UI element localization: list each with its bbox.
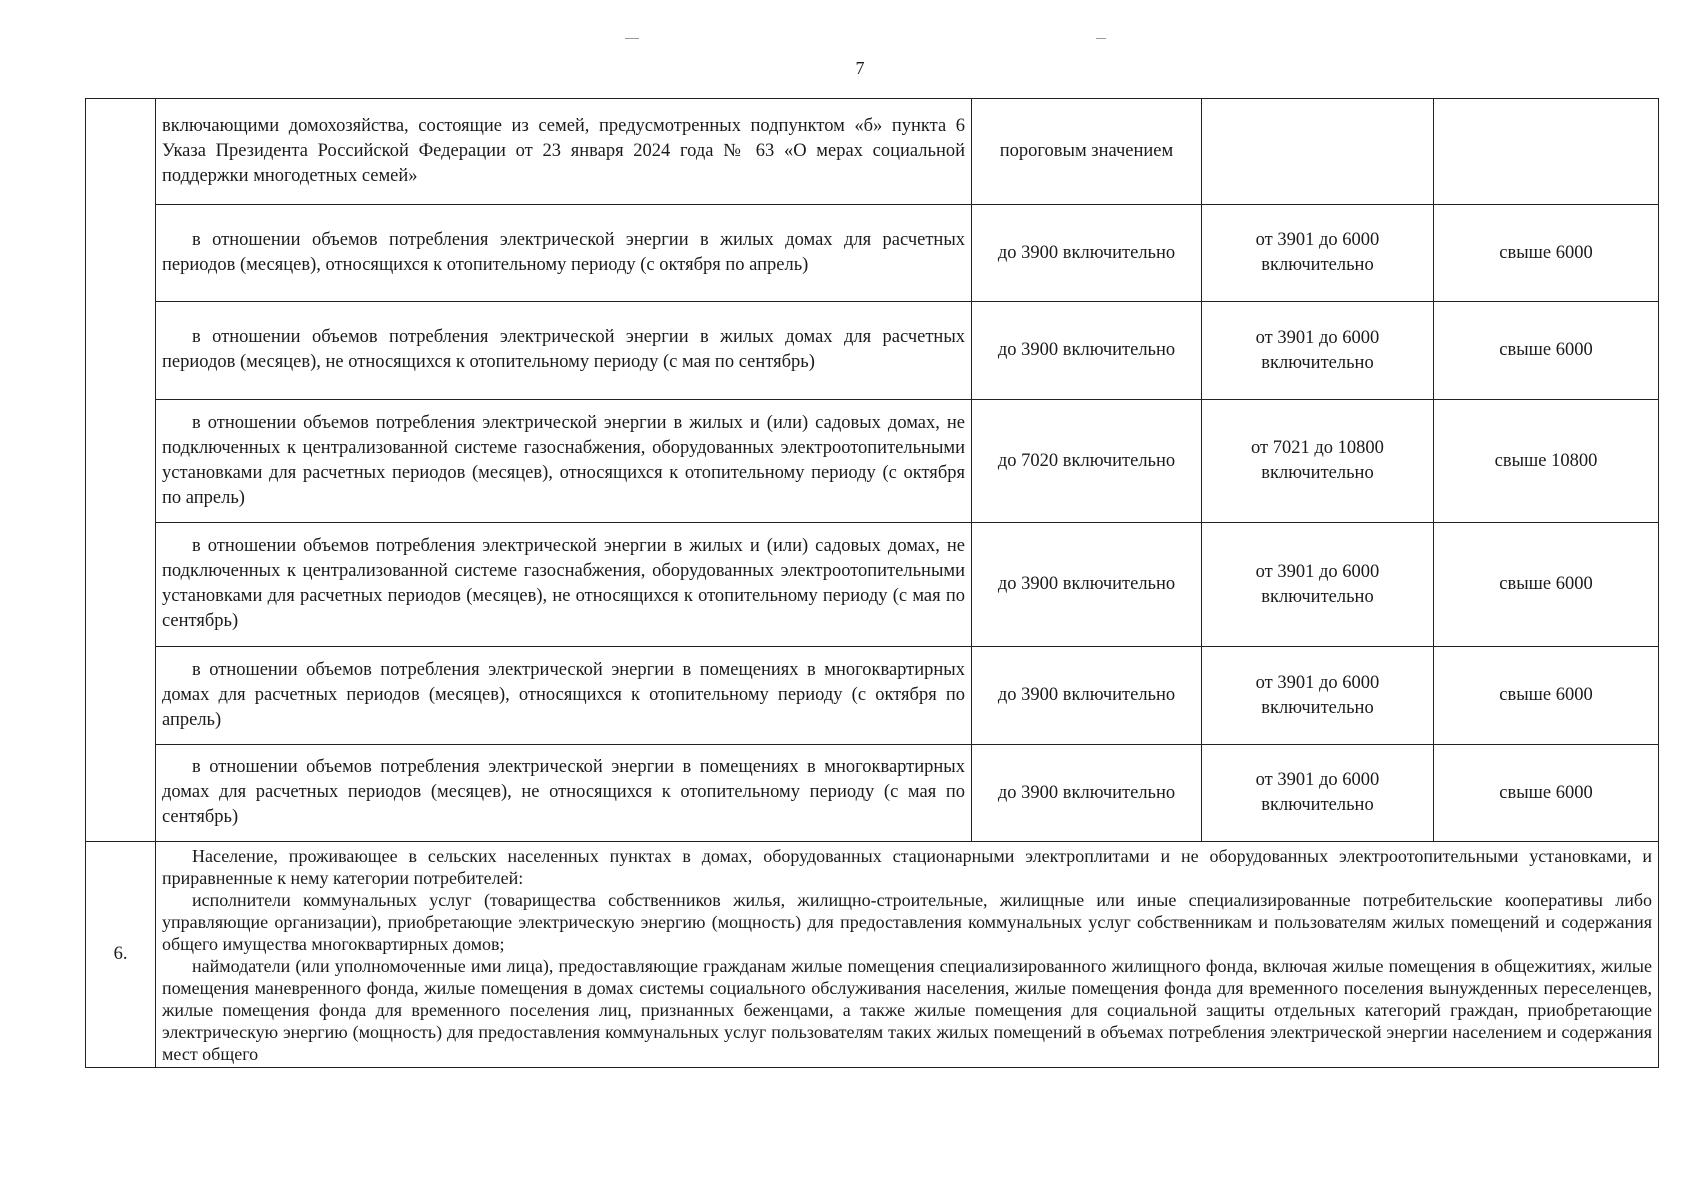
description-cell xyxy=(156,745,972,842)
range-cell xyxy=(1202,745,1434,842)
range-value: от 3901 до 6000 включительно xyxy=(1255,672,1380,718)
scan-artifact-right xyxy=(1096,38,1106,39)
table-row-6 xyxy=(86,842,1659,1068)
description-text: в отношении объемов потребления электрической энергии в жилых домах для расчетных периодов (месяцев), относящихся к отопительному периоду (с октября по апрель) xyxy=(162,229,965,275)
range-cell xyxy=(972,99,1202,205)
range-value: от 3901 до 6000 включительно xyxy=(1255,327,1380,373)
description-cell xyxy=(156,99,972,205)
description-text: в отношении объемов потребления электрической энергии в жилых и (или) садовых домах, не подключенных к централизованной системе газоснабжения, оборудованных электроотопительными установками для расчетных периодов (месяцев), относящихся к отопительному периоду (с октября по апрель) xyxy=(162,412,965,508)
range-cell xyxy=(1434,523,1659,647)
range-cell xyxy=(972,205,1202,302)
category-paragraph: наймодатели (или уполномоченные ими лица), предоставляющие гражданам жилые помещения специализированного жилищного фонда, включая жилые помещения в общежитиях, жилые помещения маневренного фонда, жилые помещения в домах системы социального обслуживания населения, жилые помещения фонда для временного поселения вынужденных переселенцев, жилые помещения фонда для временного поселения лиц, признанных беженцами, а также жилые помещения для социальной защиты отдельных категорий граждан, приобретающие электрическую энергию (мощность) для предоставления коммунальных услуг пользователям таких жилых помещений в объемах потребления электрической энергии населением и содержания мест общего xyxy=(162,956,1652,1064)
description-text: в отношении объемов потребления электрической энергии в жилых и (или) садовых домах, не подключенных к централизованной системе газоснабжения, оборудованных электроотопительными установками для расчетных периодов (месяцев), не относящихся к отопительному периоду (с мая по сентябрь) xyxy=(162,536,965,631)
range-cell xyxy=(1202,99,1434,205)
range-value: до 3900 включительно xyxy=(997,782,1176,803)
category-description xyxy=(156,842,1658,1067)
range-value: свыше 6000 xyxy=(1499,574,1593,594)
description-text: включающими домохозяйства, состоящие из семей, предусмотренных подпунктом «б» пункта 6 Указа Президента Российской Федерации от 23 января 2024 года № 63 «О мерах социальной поддержки многодетных семей» xyxy=(162,115,965,186)
range-cell xyxy=(972,302,1202,400)
scan-artifact-left xyxy=(625,38,639,39)
range-value: от 3901 до 6000 включительно xyxy=(1255,770,1380,815)
range-cell xyxy=(1434,647,1659,745)
description-text: в отношении объемов потребления электрической энергии в жилых домах для расчетных периодов (месяцев), не относящихся к отопительному периоду (с мая по сентябрь) xyxy=(162,327,965,372)
range-cell xyxy=(1202,647,1434,745)
range-cell xyxy=(1202,523,1434,647)
category-description-cell xyxy=(156,842,1659,1068)
table-row xyxy=(86,400,1659,523)
tariff-table xyxy=(85,98,1659,1068)
range-value: пороговым значением xyxy=(999,141,1174,161)
range-cell xyxy=(1434,99,1659,205)
range-cell xyxy=(1202,205,1434,302)
range-value: до 3900 включительно xyxy=(997,574,1176,594)
range-value: до 3900 включительно xyxy=(997,685,1176,705)
page-number: 7 xyxy=(855,58,865,78)
range-value: от 7021 до 10800 включительно xyxy=(1251,438,1384,483)
table-row xyxy=(86,523,1659,647)
range-cell xyxy=(1434,302,1659,400)
description-text: в отношении объемов потребления электрической энергии в помещениях в многоквартирных домах для расчетных периодов (месяцев), относящихся к отопительному периоду (с октября по апрель) xyxy=(162,659,965,730)
range-value: свыше 10800 xyxy=(1494,450,1598,471)
range-value: свыше 6000 xyxy=(1499,340,1593,360)
range-value: свыше 6000 xyxy=(1499,685,1593,705)
range-cell xyxy=(1434,205,1659,302)
range-value: до 3900 включительно xyxy=(997,340,1176,360)
row-number-cell xyxy=(86,842,156,1068)
category-paragraph: Население, проживающее в сельских населенных пунктах в домах, оборудованных стационарными электроплитами и не оборудованных электроотопительными установками, и приравненные к нему категории потребителей: xyxy=(162,846,1652,888)
range-value: до 7020 включительно xyxy=(997,450,1176,471)
range-value: до 3900 включительно xyxy=(997,242,1176,263)
table-row xyxy=(86,302,1659,400)
range-value: от 3901 до 6000 включительно xyxy=(1255,561,1380,607)
description-cell xyxy=(156,647,972,745)
table-row xyxy=(86,745,1659,842)
range-cell xyxy=(972,745,1202,842)
table-row xyxy=(86,99,1659,205)
range-value: свыше 6000 xyxy=(1499,782,1593,803)
description-cell xyxy=(156,302,972,400)
range-value: от 3901 до 6000 включительно xyxy=(1255,230,1380,275)
range-cell xyxy=(972,523,1202,647)
description-text: в отношении объемов потребления электрической энергии в помещениях в многоквартирных домах для расчетных периодов (месяцев), не относящихся к отопительному периоду (с мая по сентябрь) xyxy=(162,757,965,827)
row-number: 6. xyxy=(113,944,128,964)
range-cell xyxy=(1202,302,1434,400)
table-row xyxy=(86,647,1659,745)
range-cell xyxy=(1434,745,1659,842)
row-number-cell xyxy=(86,99,156,842)
description-cell xyxy=(156,205,972,302)
description-cell xyxy=(156,523,972,647)
range-cell xyxy=(972,400,1202,523)
range-cell xyxy=(972,647,1202,745)
table-row xyxy=(86,205,1659,302)
description-cell xyxy=(156,400,972,523)
range-cell xyxy=(1202,400,1434,523)
range-cell xyxy=(1434,400,1659,523)
category-paragraph: исполнители коммунальных услуг (товарищества собственников жилья, жилищно-строительные, жилищные или иные специализированные потребительские кооперативы либо управляющие организации), приобретающие электрическую энергию (мощность) для предоставления коммунальных услуг собственникам и пользователям жилых помещений и содержания общего имущества многоквартирных домов; xyxy=(162,890,1652,954)
range-value: свыше 6000 xyxy=(1499,242,1593,263)
